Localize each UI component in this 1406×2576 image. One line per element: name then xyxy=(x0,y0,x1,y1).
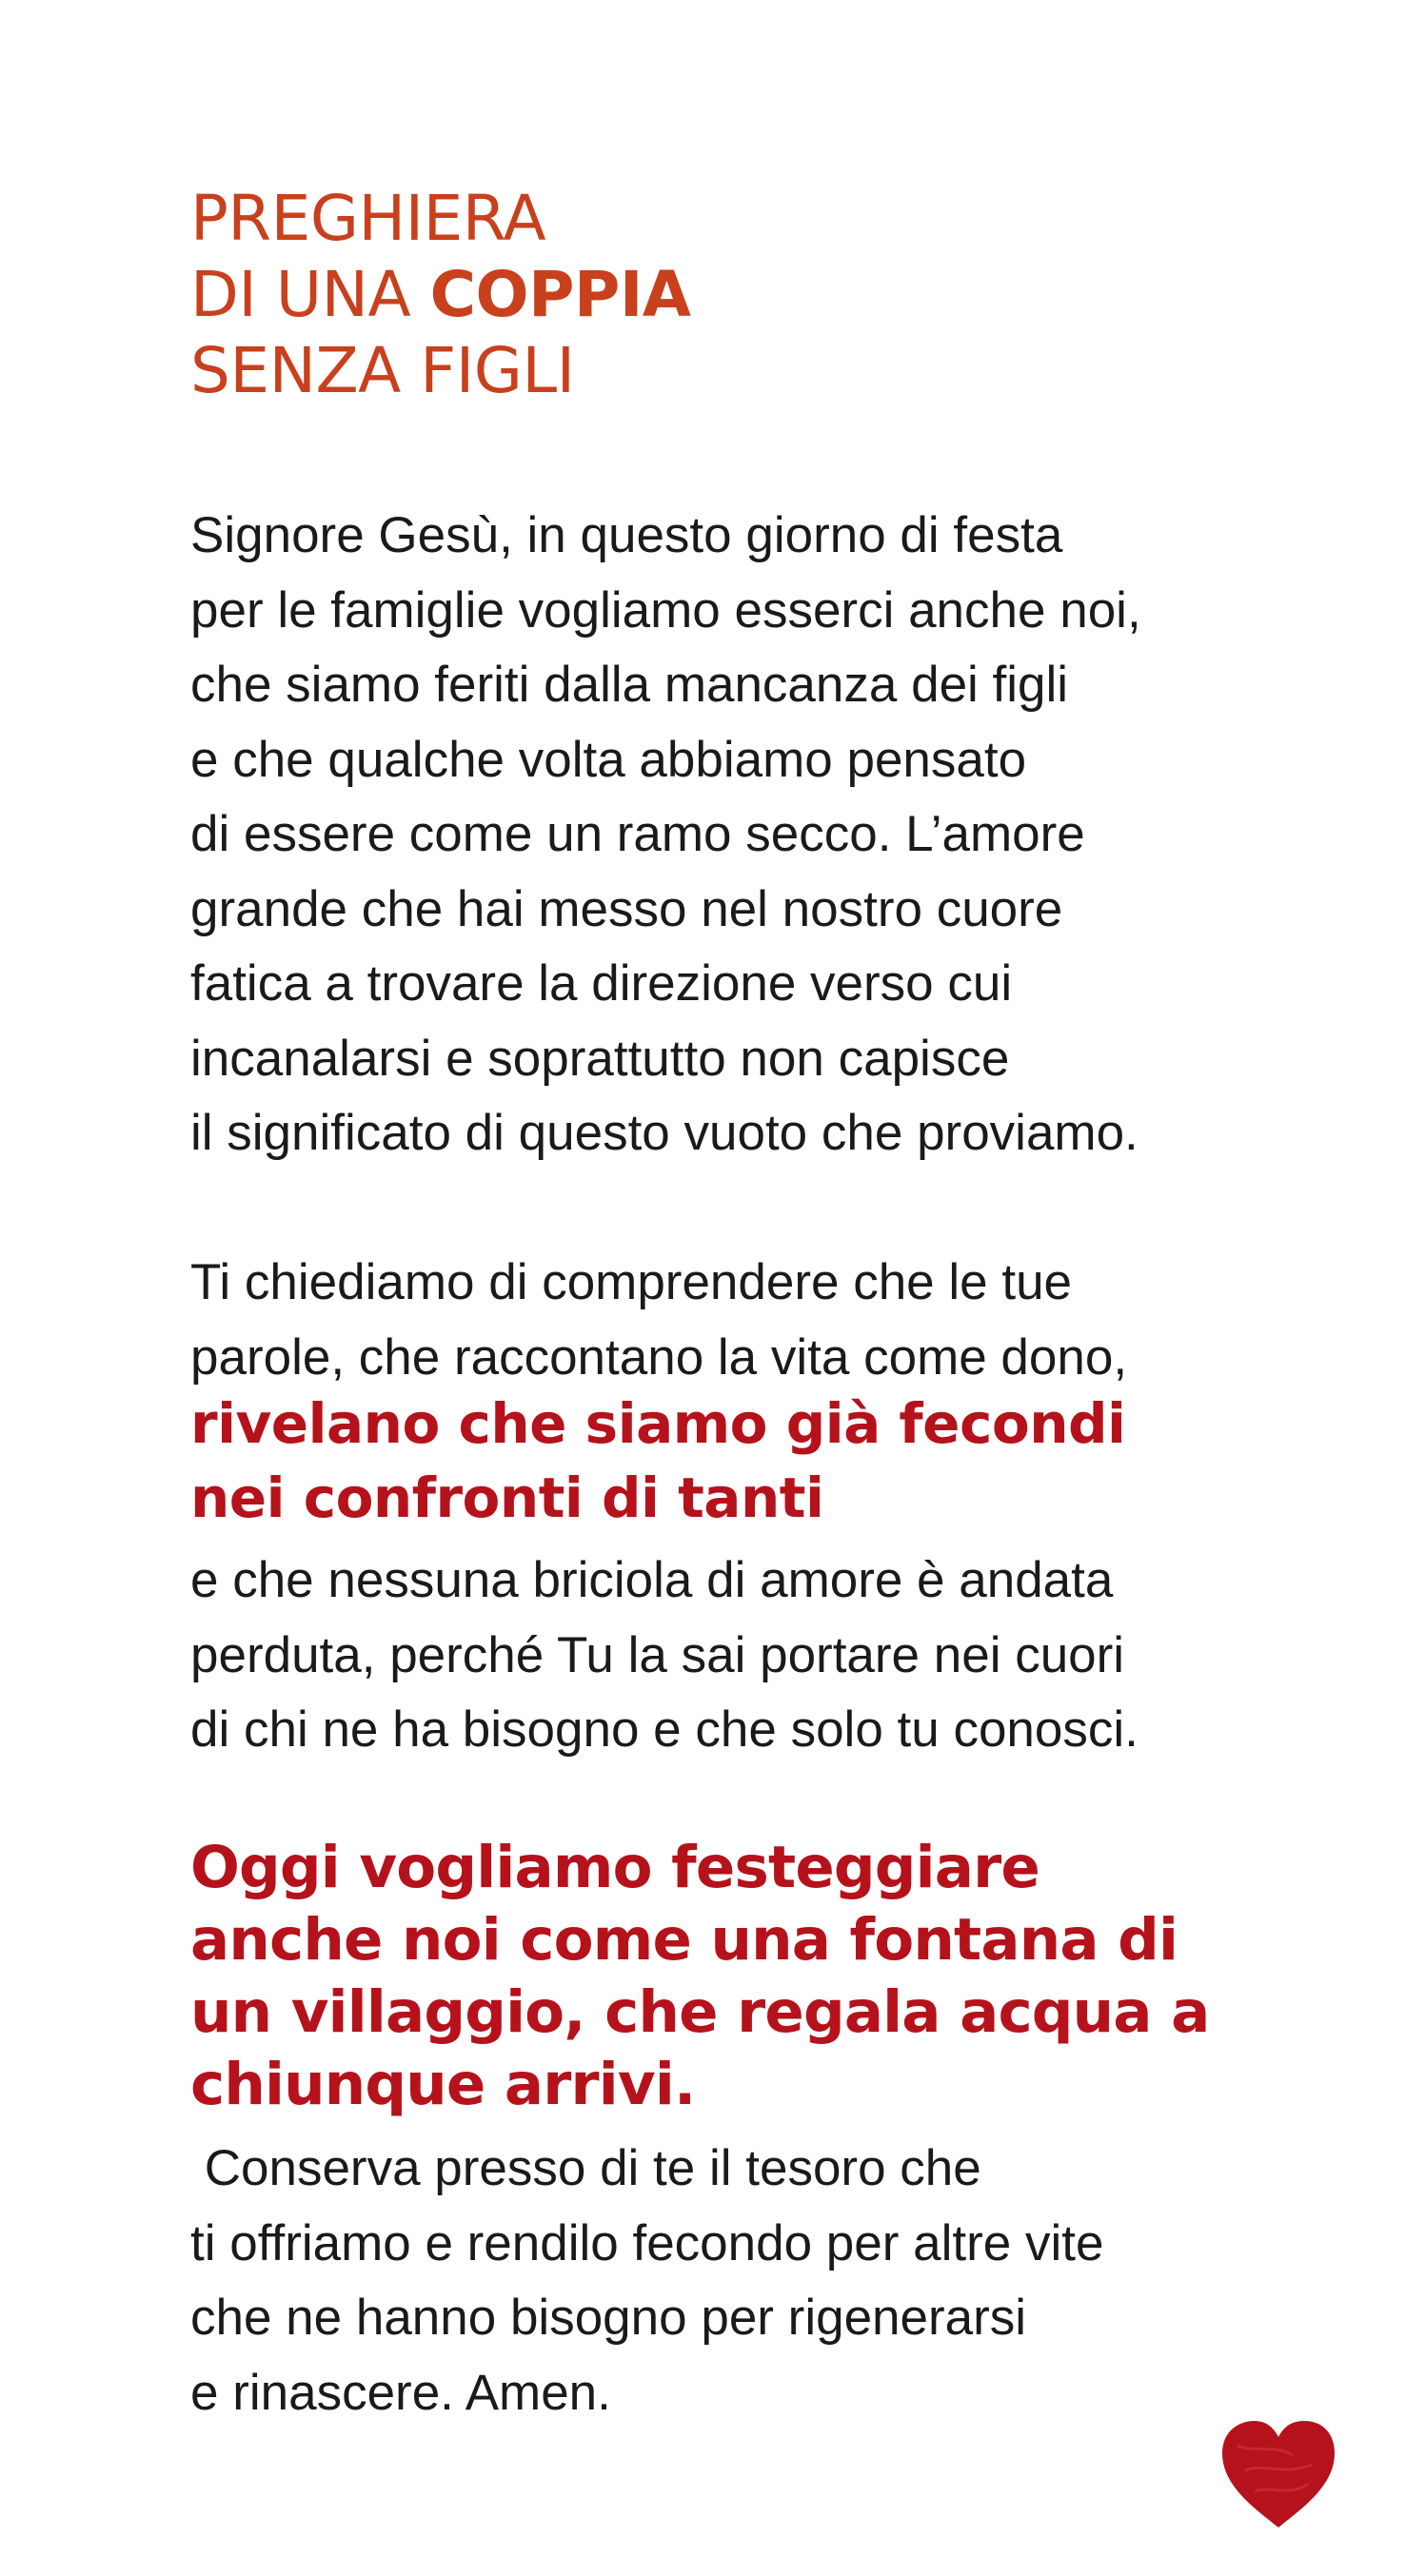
paragraph-1-line: per le famiglie vogliamo esserci anche noi, xyxy=(190,581,1141,639)
emphasis-2-line: anche noi come una fontana di xyxy=(190,1906,1178,1974)
page-title xyxy=(190,181,691,409)
paragraph-1-line: il significato di questo vuoto che proviamo. xyxy=(190,1105,1139,1161)
emphasis-2-line: un villaggio, che regala acqua a xyxy=(190,1978,1210,2046)
paragraph-1-line: e che qualche volta abbiamo pensato xyxy=(190,731,1027,788)
paragraph-4-line: e rinascere. Amen. xyxy=(190,2364,611,2421)
title-line-3: SENZA FIGLI xyxy=(190,334,575,407)
paragraph-1-line: incanalarsi e soprattutto non capisce xyxy=(190,1030,1010,1087)
paragraph-2-line: Ti chiediamo di comprendere che le tue xyxy=(190,1254,1073,1310)
paragraph-4 xyxy=(190,2132,1103,2430)
paragraph-3-line: perduta, perché Tu la sai portare nei cuori xyxy=(190,1626,1125,1683)
title-line-2-bold: COPPIA xyxy=(429,258,691,331)
emphasis-1-line: nei confronti di tanti xyxy=(190,1465,824,1530)
emphasis-2 xyxy=(190,1832,1209,2121)
paragraph-1-line: che siamo feriti dalla mancanza dei figli xyxy=(190,657,1069,713)
paragraph-4-line: Conserva presso di te il tesoro che xyxy=(190,2140,981,2196)
paragraph-3 xyxy=(190,1544,1139,1768)
paragraph-3-line: di chi ne ha bisogno e che solo tu conosci. xyxy=(190,1701,1139,1758)
emphasis-2-line: chiunque arrivi. xyxy=(190,2051,696,2118)
heart-shape xyxy=(1222,2421,1335,2527)
paragraph-1-line: grande che hai messo nel nostro cuore xyxy=(190,880,1063,937)
paragraph-1-line: di essere come un ramo secco. L’amore xyxy=(190,806,1085,862)
paragraph-4-line: che ne hanno bisogno per rigenerarsi xyxy=(190,2290,1027,2346)
paragraph-1-line: fatica a trovare la direzione verso cui xyxy=(190,955,1013,1012)
paragraph-4-line: ti offriamo e rendilo fecondo per altre vite xyxy=(190,2214,1104,2271)
paragraph-2-line: parole, che raccontano la vita come dono, xyxy=(190,1328,1128,1386)
paragraph-1-line: Signore Gesù, in questo giorno di festa xyxy=(190,507,1063,563)
paragraph-3-line: e che nessuna briciola di amore è andata xyxy=(190,1552,1114,1608)
title-line-1: PREGHIERA xyxy=(190,182,546,255)
heart-icon xyxy=(1217,2417,1340,2531)
paragraph-2 xyxy=(190,1246,1127,1395)
title-line-2-prefix: DI UNA xyxy=(190,258,430,331)
emphasis-1-line: rivelano che siamo già fecondi xyxy=(190,1391,1126,1456)
emphasis-2-line: Oggi vogliamo festeggiare xyxy=(190,1834,1040,1901)
title-line-2 xyxy=(190,257,691,333)
paragraph-1 xyxy=(190,499,1141,1171)
emphasis-1 xyxy=(190,1386,1125,1535)
